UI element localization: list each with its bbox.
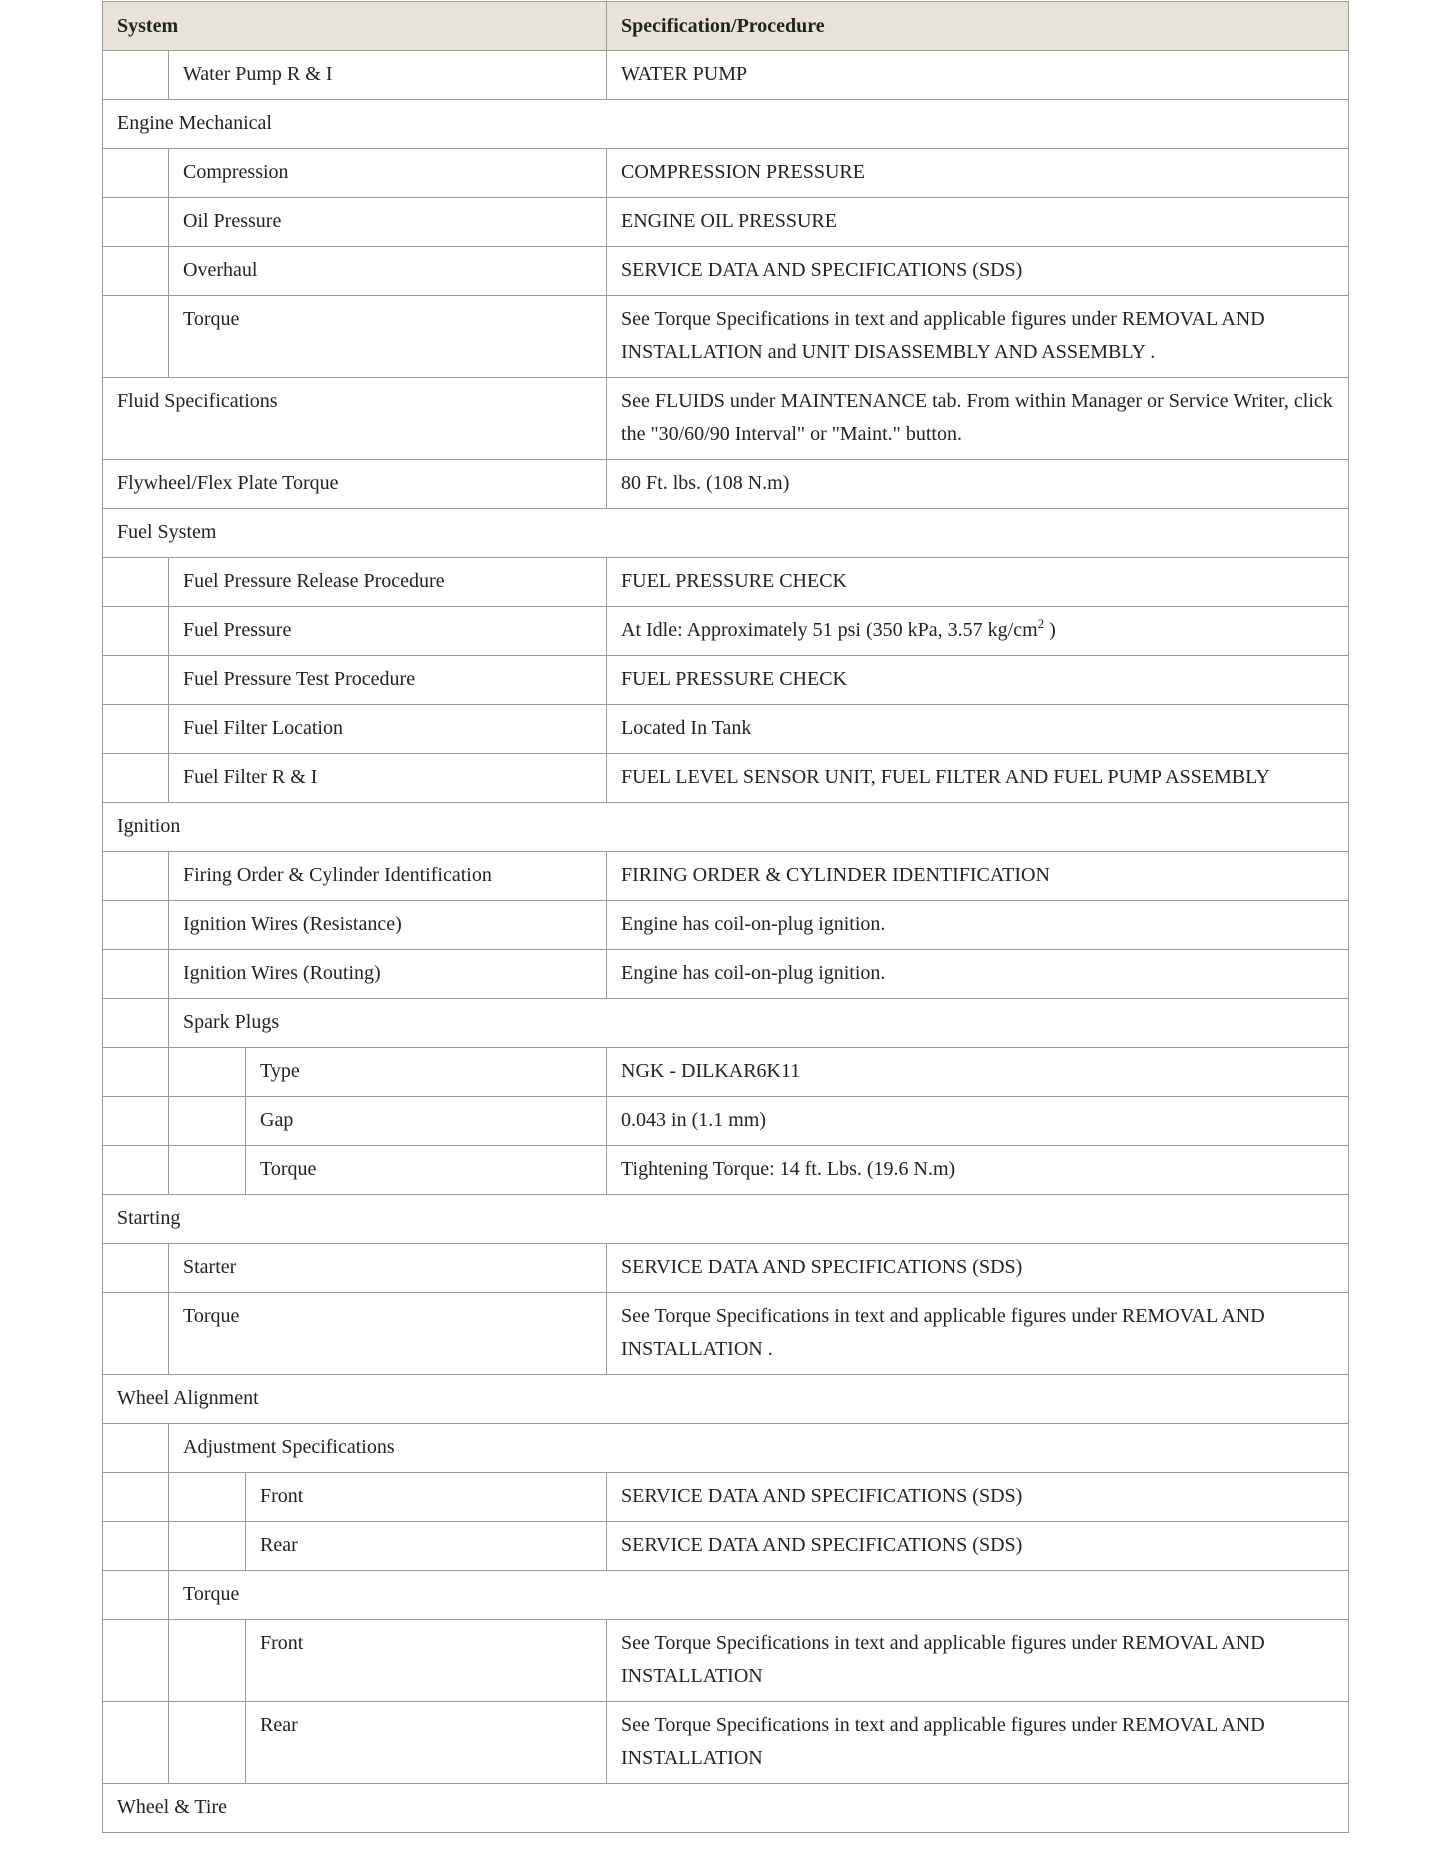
table-row: [103, 1097, 1349, 1146]
indent-cell: [103, 1244, 169, 1293]
specification-cell: [607, 1473, 1349, 1522]
system-label-cell: [169, 51, 607, 100]
specification-text: Tightening Torque: 14 ft. Lbs. (19.6 N.m): [621, 1158, 956, 1180]
specification-cell: [607, 1048, 1349, 1097]
specification-cell: [607, 198, 1349, 247]
indent-cell: [103, 1293, 169, 1375]
specification-table: [102, 1, 1349, 1833]
specification-text: FUEL PRESSURE CHECK: [621, 668, 847, 690]
indent-cell: [103, 1620, 169, 1702]
system-label-cell: [246, 1620, 607, 1702]
table-row: [103, 901, 1349, 950]
system-label-cell: [103, 378, 607, 460]
specification-cell: [607, 1702, 1349, 1784]
indent-cell: [103, 656, 169, 705]
specification-text-suffix: ): [1044, 619, 1056, 641]
specification-cell: [607, 705, 1349, 754]
indent-cell: [103, 705, 169, 754]
system-label-cell: [169, 198, 607, 247]
table-row: [103, 1375, 1349, 1424]
indent-cell: [169, 1522, 246, 1571]
table-row: [103, 247, 1349, 296]
specification-text: FUEL PRESSURE CHECK: [621, 570, 847, 592]
specification-text: SERVICE DATA AND SPECIFICATIONS (SDS): [621, 1485, 1023, 1507]
specification-text: 0.043 in (1.1 mm): [621, 1109, 767, 1131]
specification-text: SERVICE DATA AND SPECIFICATIONS (SDS): [621, 1256, 1023, 1278]
indent-cell: [103, 1146, 169, 1195]
specification-text: 80 Ft. lbs. (108 N.m): [621, 472, 790, 494]
system-label-cell: [169, 852, 607, 901]
table-row: [103, 852, 1349, 901]
specification-text: FIRING ORDER & CYLINDER IDENTIFICATION: [621, 864, 1050, 886]
system-label: Torque: [260, 1158, 317, 1180]
table-body: [103, 51, 1349, 1833]
superscript-text: 2: [1037, 616, 1045, 631]
table-row: [103, 803, 1349, 852]
specification-cell: [607, 1097, 1349, 1146]
system-label: Torque: [183, 1583, 240, 1605]
table-row: [103, 1195, 1349, 1244]
specification-text: See Torque Specifications in text and applicable figures under REMOVAL AND INSTALLATION: [621, 1632, 1265, 1687]
system-label: Fuel System: [117, 521, 217, 543]
specification-text: See Torque Specifications in text and applicable figures under REMOVAL AND INSTALLATION: [621, 1714, 1265, 1769]
system-label: Wheel Alignment: [117, 1387, 259, 1409]
system-label: Fuel Filter Location: [183, 717, 343, 739]
spec-column-header: Specification/Procedure: [607, 2, 1349, 51]
system-label-cell: [246, 1048, 607, 1097]
system-label-cell: [246, 1097, 607, 1146]
table-row: [103, 607, 1349, 656]
table-row: [103, 1571, 1349, 1620]
indent-cell: [169, 1473, 246, 1522]
indent-cell: [103, 1702, 169, 1784]
system-label-cell: [169, 705, 607, 754]
system-label: Front: [260, 1485, 304, 1507]
system-label: Fuel Pressure: [183, 619, 292, 641]
table-row: [103, 296, 1349, 378]
table-row: [103, 1784, 1349, 1833]
table-row: [103, 1146, 1349, 1195]
table-row: [103, 1473, 1349, 1522]
table-header-row: [103, 2, 1349, 51]
table-row: [103, 1048, 1349, 1097]
system-label-cell: [246, 1522, 607, 1571]
specification-text: At Idle: Approximately 51 psi (350 kPa, 3.57 kg/cm: [621, 619, 1038, 641]
system-label-cell: [169, 1293, 607, 1375]
specification-cell: [607, 149, 1349, 198]
system-label-cell: [246, 1473, 607, 1522]
system-label: Torque: [183, 1305, 240, 1327]
table-row: [103, 705, 1349, 754]
system-label: Firing Order & Cylinder Identification: [183, 864, 492, 886]
system-label: Fluid Specifications: [117, 390, 278, 412]
indent-cell: [103, 1424, 169, 1473]
indent-cell: [103, 51, 169, 100]
indent-cell: [103, 247, 169, 296]
system-label: Compression: [183, 161, 289, 183]
indent-cell: [103, 754, 169, 803]
table-row: [103, 149, 1349, 198]
table-row: [103, 100, 1349, 149]
indent-cell: [169, 1146, 246, 1195]
system-label: Starter: [183, 1256, 237, 1278]
specification-text: WATER PUMP: [621, 63, 748, 85]
system-label: Gap: [260, 1109, 294, 1131]
indent-cell: [169, 1620, 246, 1702]
specification-text: COMPRESSION PRESSURE: [621, 161, 865, 183]
system-label-cell: [169, 1244, 607, 1293]
specification-cell: [607, 247, 1349, 296]
specification-cell: [607, 296, 1349, 378]
system-label: Adjustment Specifications: [183, 1436, 395, 1458]
table-row: [103, 1424, 1349, 1473]
system-label: Starting: [117, 1207, 181, 1229]
system-label: Ignition Wires (Routing): [183, 962, 381, 984]
system-label-cell: [246, 1146, 607, 1195]
system-label-cell: [169, 754, 607, 803]
system-label-cell: [103, 1375, 1349, 1424]
system-label-cell: [169, 607, 607, 656]
system-label: Ignition Wires (Resistance): [183, 913, 402, 935]
system-label-cell: [103, 1195, 1349, 1244]
system-label: Rear: [260, 1534, 298, 1556]
system-label: Front: [260, 1632, 304, 1654]
system-label-cell: [169, 247, 607, 296]
system-label-cell: [103, 460, 607, 509]
system-label: Fuel Pressure Test Procedure: [183, 668, 416, 690]
table-row: [103, 1522, 1349, 1571]
specification-text: See Torque Specifications in text and applicable figures under REMOVAL AND INSTALLATION .: [621, 1305, 1265, 1360]
indent-cell: [103, 950, 169, 999]
table-row: [103, 1620, 1349, 1702]
table-row: [103, 51, 1349, 100]
system-label: Oil Pressure: [183, 210, 282, 232]
system-label-cell: [169, 656, 607, 705]
table-row: [103, 460, 1349, 509]
system-label-cell: [169, 149, 607, 198]
indent-cell: [103, 1097, 169, 1146]
system-label-cell: [103, 100, 1349, 149]
specification-cell: [607, 901, 1349, 950]
indent-cell: [103, 607, 169, 656]
specification-cell: [607, 51, 1349, 100]
system-label: Type: [260, 1060, 300, 1082]
indent-cell: [103, 149, 169, 198]
indent-cell: [103, 1522, 169, 1571]
specification-cell: [607, 378, 1349, 460]
specification-cell: [607, 1522, 1349, 1571]
table-row: [103, 1702, 1349, 1784]
table-row: [103, 999, 1349, 1048]
system-label: Engine Mechanical: [117, 112, 272, 134]
specification-text: NGK - DILKAR6K11: [621, 1060, 801, 1082]
indent-cell: [103, 852, 169, 901]
system-label: Flywheel/Flex Plate Torque: [117, 472, 339, 494]
table-row: [103, 198, 1349, 247]
specification-cell: [607, 1146, 1349, 1195]
system-label: Overhaul: [183, 259, 258, 281]
indent-cell: [103, 558, 169, 607]
system-label-cell: [169, 999, 1349, 1048]
system-label: Rear: [260, 1714, 298, 1736]
indent-cell: [103, 1048, 169, 1097]
specification-text: Engine has coil-on-plug ignition.: [621, 913, 886, 935]
specification-text: Engine has coil-on-plug ignition.: [621, 962, 886, 984]
system-label-cell: [169, 558, 607, 607]
indent-cell: [169, 1702, 246, 1784]
table-row: [103, 1244, 1349, 1293]
specification-cell: [607, 607, 1349, 656]
specification-text: SERVICE DATA AND SPECIFICATIONS (SDS): [621, 1534, 1023, 1556]
table-row: [103, 509, 1349, 558]
system-label: Fuel Filter R & I: [183, 766, 318, 788]
specification-text: FUEL LEVEL SENSOR UNIT, FUEL FILTER AND FUEL PUMP ASSEMBLY: [621, 766, 1270, 788]
system-label-cell: [246, 1702, 607, 1784]
table-row: [103, 754, 1349, 803]
specification-cell: [607, 1244, 1349, 1293]
system-label-cell: [103, 1784, 1349, 1833]
specification-text: See Torque Specifications in text and applicable figures under REMOVAL AND INSTALLATION and UNIT DISASSEMBLY AND ASSEMBLY .: [621, 308, 1265, 363]
system-label: Spark Plugs: [183, 1011, 280, 1033]
specification-text: SERVICE DATA AND SPECIFICATIONS (SDS): [621, 259, 1023, 281]
system-label-cell: [169, 1424, 1349, 1473]
specification-cell: [607, 754, 1349, 803]
indent-cell: [103, 901, 169, 950]
system-label-cell: [169, 901, 607, 950]
system-label-cell: [169, 1571, 1349, 1620]
specification-cell: [607, 460, 1349, 509]
system-column-header: System: [103, 2, 607, 51]
system-label: Wheel & Tire: [117, 1796, 227, 1818]
indent-cell: [103, 1571, 169, 1620]
specification-cell: [607, 1293, 1349, 1375]
indent-cell: [169, 1048, 246, 1097]
system-label-cell: [169, 950, 607, 999]
specification-cell: [607, 656, 1349, 705]
indent-cell: [103, 296, 169, 378]
specification-text: ENGINE OIL PRESSURE: [621, 210, 837, 232]
table-row: [103, 558, 1349, 607]
table-row: [103, 1293, 1349, 1375]
table-row: [103, 378, 1349, 460]
system-label: Fuel Pressure Release Procedure: [183, 570, 445, 592]
specification-cell: [607, 950, 1349, 999]
specification-cell: [607, 852, 1349, 901]
specification-text: Located In Tank: [621, 717, 752, 739]
system-label-cell: [103, 509, 1349, 558]
system-label: Water Pump R & I: [183, 63, 333, 85]
indent-cell: [103, 1473, 169, 1522]
indent-cell: [169, 1097, 246, 1146]
system-label: Ignition: [117, 815, 181, 837]
indent-cell: [103, 198, 169, 247]
table-row: [103, 950, 1349, 999]
system-label-cell: [103, 803, 1349, 852]
specification-text: See FLUIDS under MAINTENANCE tab. From within Manager or Service Writer, click the "30/60/90 Interval" or "Maint." button.: [621, 390, 1333, 445]
specification-cell: [607, 558, 1349, 607]
table-row: [103, 656, 1349, 705]
indent-cell: [103, 999, 169, 1048]
system-label-cell: [169, 296, 607, 378]
specification-cell: [607, 1620, 1349, 1702]
system-label: Torque: [183, 308, 240, 330]
